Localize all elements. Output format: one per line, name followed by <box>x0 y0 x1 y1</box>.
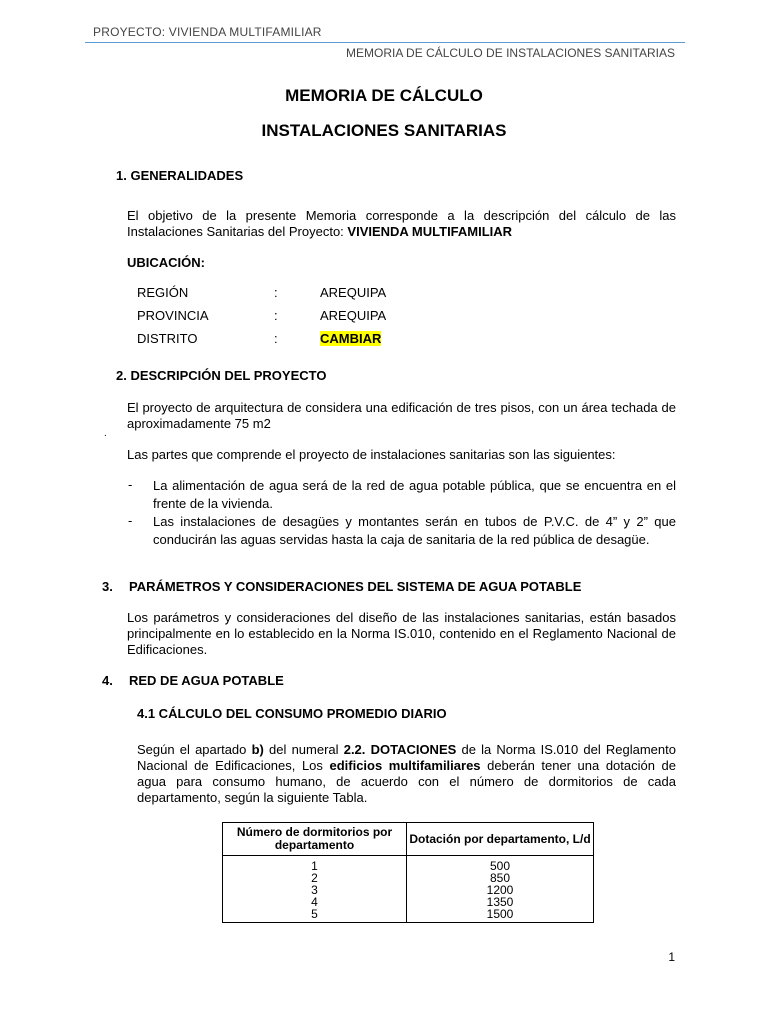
page-number: 1 <box>668 950 675 964</box>
bold-text: edificios multifamiliares <box>329 758 481 773</box>
location-label: REGIÓN <box>137 285 189 300</box>
section-1-text: El objetivo de la presente Memoria corresponde a la descripción del cálculo de las Instalaciones Sanitarias del Proyecto: <box>127 208 676 239</box>
section-3-number: 3. <box>102 579 113 594</box>
location-row <box>137 308 209 323</box>
section-1-paragraph <box>127 208 676 240</box>
location-row <box>137 331 197 346</box>
location-value: AREQUIPA <box>320 308 387 323</box>
bullet-dash: - <box>128 477 133 492</box>
bold-text: b) <box>251 742 264 757</box>
location-label: PROVINCIA <box>137 308 209 323</box>
text: del numeral <box>263 742 344 757</box>
table-value: 1350 <box>486 895 514 909</box>
ubicacion-label: UBICACIÓN: <box>127 255 205 270</box>
bold-text: 2.2. DOTACIONES <box>343 742 457 757</box>
table-header-dotacion: Dotación por departamento, L/d <box>407 823 594 856</box>
running-header-document: MEMORIA DE CÁLCULO DE INSTALACIONES SANITARIAS <box>346 46 675 60</box>
bullet-item: Las instalaciones de desagües y montantes serán en tubos de P.V.C. de 4” y 2” que conducirán las aguas servidas hasta la caja de sanitaria de la red pública de desagüe. <box>153 514 676 547</box>
table-value: 1500 <box>486 907 514 921</box>
running-header-project: PROYECTO: VIVIENDA MULTIFAMILIAR <box>93 25 322 39</box>
table-cell-dormitorios <box>223 856 407 923</box>
stray-dot: . <box>104 428 107 439</box>
table-value: 1200 <box>486 883 514 897</box>
table-value: 4 <box>311 895 318 909</box>
table-value: 500 <box>489 859 511 873</box>
highlight-text: CAMBIAR <box>320 331 382 346</box>
bullet-item: La alimentación de agua será de la red de agua potable pública, que se encuentra en el frente de la vivienda. <box>153 478 676 511</box>
section-2-heading: 2. DESCRIPCIÓN DEL PROYECTO <box>116 368 327 383</box>
table-value: 3 <box>311 883 318 897</box>
location-sep: : <box>274 285 278 300</box>
table-cell-dotacion <box>407 856 594 923</box>
district-value-highlighted <box>320 331 381 346</box>
table-value: 5 <box>311 907 318 921</box>
project-name: VIVIENDA MULTIFAMILIAR <box>347 224 513 239</box>
document-title: MEMORIA DE CÁLCULO <box>285 86 483 105</box>
section-4-heading: RED DE AGUA POTABLE <box>129 673 284 688</box>
table-header-row <box>223 823 594 856</box>
section-3-paragraph: Los parámetros y consideraciones del diseño de las instalaciones sanitarias, están basados principalmente en lo establecido en la Norma IS.010, contenido en el Reglamento Nacional de Edificaciones. <box>127 610 676 657</box>
location-value: AREQUIPA <box>320 285 387 300</box>
document-subtitle: INSTALACIONES SANITARIAS <box>261 121 507 140</box>
section-1-heading: 1. GENERALIDADES <box>116 168 244 183</box>
subsection-4-1-paragraph <box>137 742 676 806</box>
table-body-row <box>223 856 594 923</box>
table-value: 1 <box>311 859 318 873</box>
text: de la Norma IS.010 del Reglamento Nacional de Edificaciones, Los <box>137 742 676 773</box>
text: Según el apartado <box>137 742 252 757</box>
table-header-dormitorios: Número de dormitorios por departamento <box>223 823 407 856</box>
section-2-paragraph-2: Las partes que comprende el proyecto de instalaciones sanitarias son las siguientes: <box>127 447 616 462</box>
text: deberán tener una dotación de agua para consumo humano, de acuerdo con el número de dormitorios de cada departamento, según la siguiente Tabla. <box>137 758 676 805</box>
section-4-number: 4. <box>102 673 113 688</box>
subsection-4-1-heading: 4.1 CÁLCULO DEL CONSUMO PROMEDIO DIARIO <box>137 706 447 721</box>
table-value: 2 <box>311 871 318 885</box>
location-sep: : <box>274 331 278 346</box>
section-2-paragraph-1: El proyecto de arquitectura de considera una edificación de tres pisos, con un área techada de aproximadamente 75 m2 <box>127 400 676 431</box>
location-sep: : <box>274 308 278 323</box>
dotaciones-table <box>222 822 594 923</box>
bullet-dash: - <box>128 513 133 528</box>
header-rule <box>85 42 685 43</box>
section-3-heading: PARÁMETROS Y CONSIDERACIONES DEL SISTEMA DE AGUA POTABLE <box>129 579 582 594</box>
location-row <box>137 285 188 300</box>
location-label: DISTRITO <box>137 331 198 346</box>
table-value: 850 <box>489 871 511 885</box>
